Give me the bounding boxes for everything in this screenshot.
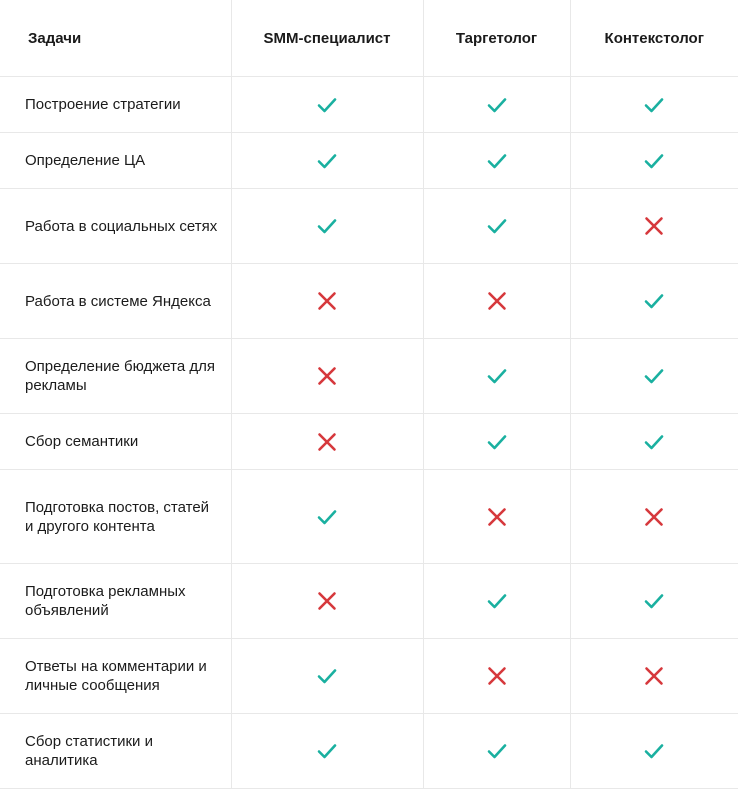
- check-icon: [486, 431, 508, 453]
- task-label: Определение ЦА: [0, 133, 231, 189]
- mark-cell: [423, 714, 570, 789]
- task-label: Сбор семантики: [0, 414, 231, 470]
- table-row: [0, 414, 738, 470]
- check-icon: [316, 94, 338, 116]
- mark-cell: [423, 189, 570, 264]
- mark-cell: [570, 564, 738, 639]
- mark-cell: [231, 77, 423, 133]
- table-row: [0, 189, 738, 264]
- mark-cell: [231, 414, 423, 470]
- cross-icon: [486, 290, 508, 312]
- table-row: [0, 564, 738, 639]
- mark-cell: [570, 189, 738, 264]
- check-icon: [643, 150, 665, 172]
- mark-cell: [423, 339, 570, 414]
- mark-cell: [231, 470, 423, 564]
- cross-icon: [316, 431, 338, 453]
- task-label: Подготовка постов, статей и другого контента: [0, 470, 231, 564]
- cross-icon: [643, 506, 665, 528]
- mark-cell: [423, 639, 570, 714]
- task-label: Сбор статистики и аналитика: [0, 714, 231, 789]
- mark-cell: [423, 414, 570, 470]
- table-row: [0, 133, 738, 189]
- mark-cell: [231, 133, 423, 189]
- mark-cell: [570, 133, 738, 189]
- table-row: [0, 339, 738, 414]
- mark-cell: [570, 77, 738, 133]
- mark-cell: [570, 470, 738, 564]
- cross-icon: [643, 665, 665, 687]
- mark-cell: [423, 77, 570, 133]
- check-icon: [643, 94, 665, 116]
- mark-cell: [423, 133, 570, 189]
- kontekstolog-column-header: Контекстолог: [570, 0, 738, 77]
- table-row: [0, 264, 738, 339]
- check-icon: [486, 215, 508, 237]
- check-icon: [643, 590, 665, 612]
- tasks-column-header: Задачи: [0, 0, 231, 77]
- check-icon: [486, 365, 508, 387]
- check-icon: [486, 150, 508, 172]
- mark-cell: [423, 470, 570, 564]
- check-icon: [316, 150, 338, 172]
- task-label: Построение стратегии: [0, 77, 231, 133]
- check-icon: [316, 506, 338, 528]
- mark-cell: [231, 339, 423, 414]
- task-label: Работа в системе Яндекса: [0, 264, 231, 339]
- task-label: Определение бюджета для рекламы: [0, 339, 231, 414]
- cross-icon: [643, 215, 665, 237]
- mark-cell: [231, 639, 423, 714]
- task-label: Ответы на комментарии и личные сообщения: [0, 639, 231, 714]
- check-icon: [316, 740, 338, 762]
- check-icon: [643, 740, 665, 762]
- check-icon: [643, 290, 665, 312]
- mark-cell: [231, 189, 423, 264]
- mark-cell: [570, 414, 738, 470]
- header-row: [0, 0, 738, 77]
- smm-column-header: SMM-специалист: [231, 0, 423, 77]
- check-icon: [316, 665, 338, 687]
- table-row: [0, 470, 738, 564]
- targetolog-column-header: Таргетолог: [423, 0, 570, 77]
- cross-icon: [316, 590, 338, 612]
- mark-cell: [570, 264, 738, 339]
- check-icon: [486, 740, 508, 762]
- cross-icon: [316, 365, 338, 387]
- check-icon: [486, 590, 508, 612]
- mark-cell: [423, 264, 570, 339]
- table-row: [0, 714, 738, 789]
- table-row: [0, 639, 738, 714]
- check-icon: [643, 431, 665, 453]
- mark-cell: [570, 714, 738, 789]
- check-icon: [486, 94, 508, 116]
- table-row: [0, 77, 738, 133]
- check-icon: [316, 215, 338, 237]
- cross-icon: [316, 290, 338, 312]
- cross-icon: [486, 506, 508, 528]
- task-label: Подготовка рекламных объявлений: [0, 564, 231, 639]
- mark-cell: [231, 264, 423, 339]
- mark-cell: [423, 564, 570, 639]
- mark-cell: [231, 714, 423, 789]
- mark-cell: [570, 639, 738, 714]
- mark-cell: [570, 339, 738, 414]
- check-icon: [643, 365, 665, 387]
- task-label: Работа в социальных сетях: [0, 189, 231, 264]
- mark-cell: [231, 564, 423, 639]
- cross-icon: [486, 665, 508, 687]
